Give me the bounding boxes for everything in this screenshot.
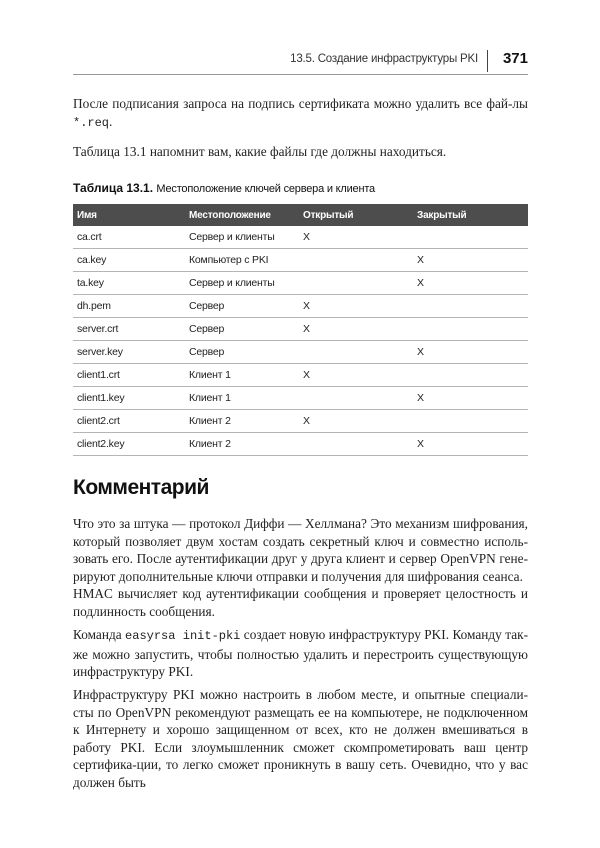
keys-location-table xyxy=(73,204,528,456)
column-header-name: Имя xyxy=(73,204,185,226)
table-row: client2.key Клиент 2 X xyxy=(73,433,528,456)
commentary-paragraph-4: Инфраструктуру PKI можно настроить в любом месте, и опытные специали-сты по OpenVPN рекомендуют размещать ее на компьютере, не подключенном к Интернету и хорошо защищенном от всех, кто не должен вмешиваться в работу PKI. Если злоумышленник сможет скомпрометировать ваш центр сертифика-ции, то легко сможет проникнуть в вашу сеть. Очевидно, что у вас должен быть xyxy=(73,687,528,790)
table-caption-number: Таблица 13.1. xyxy=(73,181,154,195)
table-row: ta.key Сервер и клиенты X xyxy=(73,272,528,295)
table-header-row xyxy=(73,204,528,226)
table-row: server.crt Сервер X xyxy=(73,318,528,341)
commentary-paragraph-2: HMAC вычисляет код аутентификации сообщения и проверяет целостность и подлинность сообщения. xyxy=(73,586,528,619)
intro-paragraph-1: После подписания запроса на подпись сертификата можно удалить все фай-лы *.req. xyxy=(73,96,528,130)
init-pki-code: easyrsa init-pki xyxy=(125,629,241,643)
commentary-paragraph-3: Команда easyrsa init-pki создает новую инфраструктуру PKI. Команду так-же можно запустить, чтобы полностью удалить и перестроить существующую инфраструктуру PKI. xyxy=(73,627,529,679)
commentary-heading: Комментарий xyxy=(73,476,209,499)
header-separator xyxy=(487,50,488,72)
header-rule xyxy=(73,74,528,75)
table-row: client1.crt Клиент 1 X xyxy=(73,364,528,387)
column-header-location: Местоположение xyxy=(185,204,299,226)
section-title: 13.5. Создание инфраструктуры PKI xyxy=(290,53,478,65)
table-caption-text: Местоположение ключей сервера и клиента xyxy=(156,183,375,195)
table-row: client1.key Клиент 1 X xyxy=(73,387,528,410)
running-header xyxy=(73,50,528,74)
column-header-public: Открытый xyxy=(299,204,413,226)
table-row: ca.crt Сервер и клиенты X xyxy=(73,226,528,249)
intro-paragraph-2: Таблица 13.1 напомнит вам, какие файлы где должны находиться. xyxy=(73,144,447,159)
req-file-code: *.req xyxy=(73,115,110,130)
commentary-paragraph-1: Что это за штука — протокол Диффи — Хеллмана? Это механизм шифрования, который позволяет двум хостам создать секретный ключ и совместно исполь-зовать его. После аутентификации друг у друга клиент и сервер OpenVPN гене-рируют дополнительные ключи отправки и получения для шифрования сеанса. xyxy=(73,516,528,584)
table-row: ca.key Компьютер с PKI X xyxy=(73,249,528,272)
table-row: dh.pem Сервер X xyxy=(73,295,528,318)
table-row: client2.crt Клиент 2 X xyxy=(73,410,528,433)
table-caption xyxy=(73,181,375,195)
table-row: server.key Сервер X xyxy=(73,341,528,364)
page-number: 371 xyxy=(502,50,528,67)
column-header-private: Закрытый xyxy=(413,204,528,226)
